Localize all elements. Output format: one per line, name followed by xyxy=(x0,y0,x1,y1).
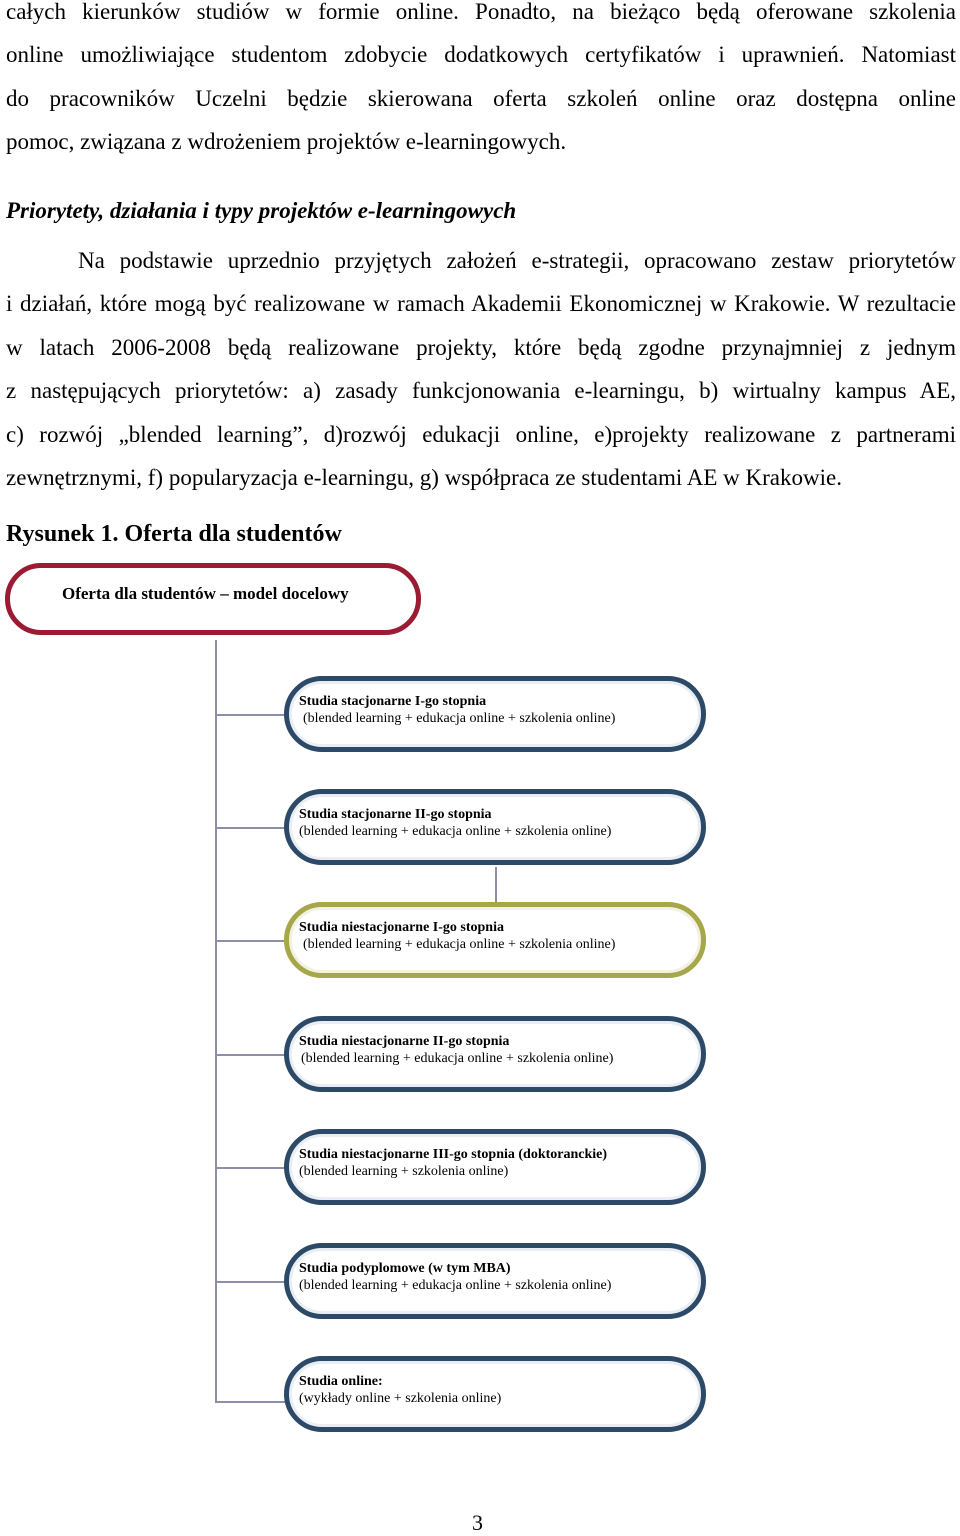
branch-connector xyxy=(215,1167,287,1169)
paragraph2-line: w latach 2006-2008 będą realizowane projekty, które będą zgodne przynajmniej z jednym xyxy=(6,335,956,360)
diagram-root-node xyxy=(5,563,421,635)
paragraph1-line: do pracowników Uczelni będzie skierowana oferta szkoleń online oraz dostępna online xyxy=(6,86,956,111)
section-heading: Priorytety, działania i typy projektów e-learningowych xyxy=(6,198,517,223)
branch-connector xyxy=(215,1401,287,1403)
node-subtitle: (blended learning + edukacja online + szkolenia online) xyxy=(299,1278,612,1293)
branch-connector xyxy=(215,1054,287,1056)
diagram-node xyxy=(284,676,706,752)
diagram-node-highlighted xyxy=(284,902,706,978)
diagram-node xyxy=(284,1016,706,1092)
paragraph2-line: i działań, które mogą być realizowane w ramach Akademii Ekonomicznej w Krakowie. W rezultacie xyxy=(6,291,956,316)
node-subtitle: (blended learning + edukacja online + szkolenia online) xyxy=(303,711,616,726)
paragraph1-line: pomoc, związana z wdrożeniem projektów e-learningowych. xyxy=(6,129,567,154)
diagram-node xyxy=(284,1356,706,1432)
paragraph1-line: online umożliwiające studentom zdobycie dodatkowych certyfikatów i uprawnień. Natomiast xyxy=(6,42,956,67)
paragraph2-line: z następujących priorytetów: a) zasady funkcjonowania e-learningu, b) wirtualny kampus AE, xyxy=(6,378,956,403)
branch-connector xyxy=(215,714,287,716)
figure-title: Rysunek 1. Oferta dla studentów xyxy=(6,521,342,547)
branch-connector xyxy=(215,940,287,942)
node-subtitle: (blended learning + edukacja online + szkolenia online) xyxy=(303,937,616,952)
link-connector xyxy=(495,867,497,903)
paragraph1-line: całych kierunków studiów w formie online. Ponadto, na bieżąco będą oferowane szkolenia xyxy=(6,0,956,24)
diagram-node xyxy=(284,1243,706,1319)
node-subtitle: (wykłady online + szkolenia online) xyxy=(299,1391,502,1406)
node-subtitle: (blended learning + edukacja online + szkolenia online) xyxy=(301,1051,614,1066)
branch-connector xyxy=(215,827,287,829)
tree-trunk-connector xyxy=(215,640,217,1403)
node-title: Studia podyplomowe (w tym MBA) xyxy=(299,1261,511,1276)
node-title: Studia niestacjonarne III-go stopnia (doktoranckie) xyxy=(299,1147,608,1162)
node-subtitle: (blended learning + edukacja online + szkolenia online) xyxy=(299,824,612,839)
node-subtitle: (blended learning + szkolenia online) xyxy=(299,1164,509,1179)
node-title: Studia stacjonarne II-go stopnia xyxy=(299,807,492,822)
paragraph2-line: Na podstawie uprzednio przyjętych założeń e-strategii, opracowano zestaw priorytetów xyxy=(78,248,956,273)
node-title: Studia stacjonarne I-go stopnia xyxy=(299,694,487,709)
paragraph2-line: zewnętrznymi, f) popularyzacja e-learningu, g) współpraca ze studentami AE w Krakowie. xyxy=(6,465,842,490)
diagram-node xyxy=(284,1129,706,1205)
node-title: Studia niestacjonarne I-go stopnia xyxy=(299,920,504,935)
node-title: Studia niestacjonarne II-go stopnia xyxy=(299,1034,510,1049)
page-number: 3 xyxy=(472,1510,483,1535)
diagram-node xyxy=(284,789,706,865)
node-title: Studia online: xyxy=(299,1374,383,1389)
branch-connector xyxy=(215,1281,287,1283)
paragraph2-line: c) rozwój „blended learning”, d)rozwój edukacji online, e)projekty realizowane z partnerami xyxy=(6,422,956,447)
diagram-root-label: Oferta dla studentów – model docelowy xyxy=(62,584,349,603)
